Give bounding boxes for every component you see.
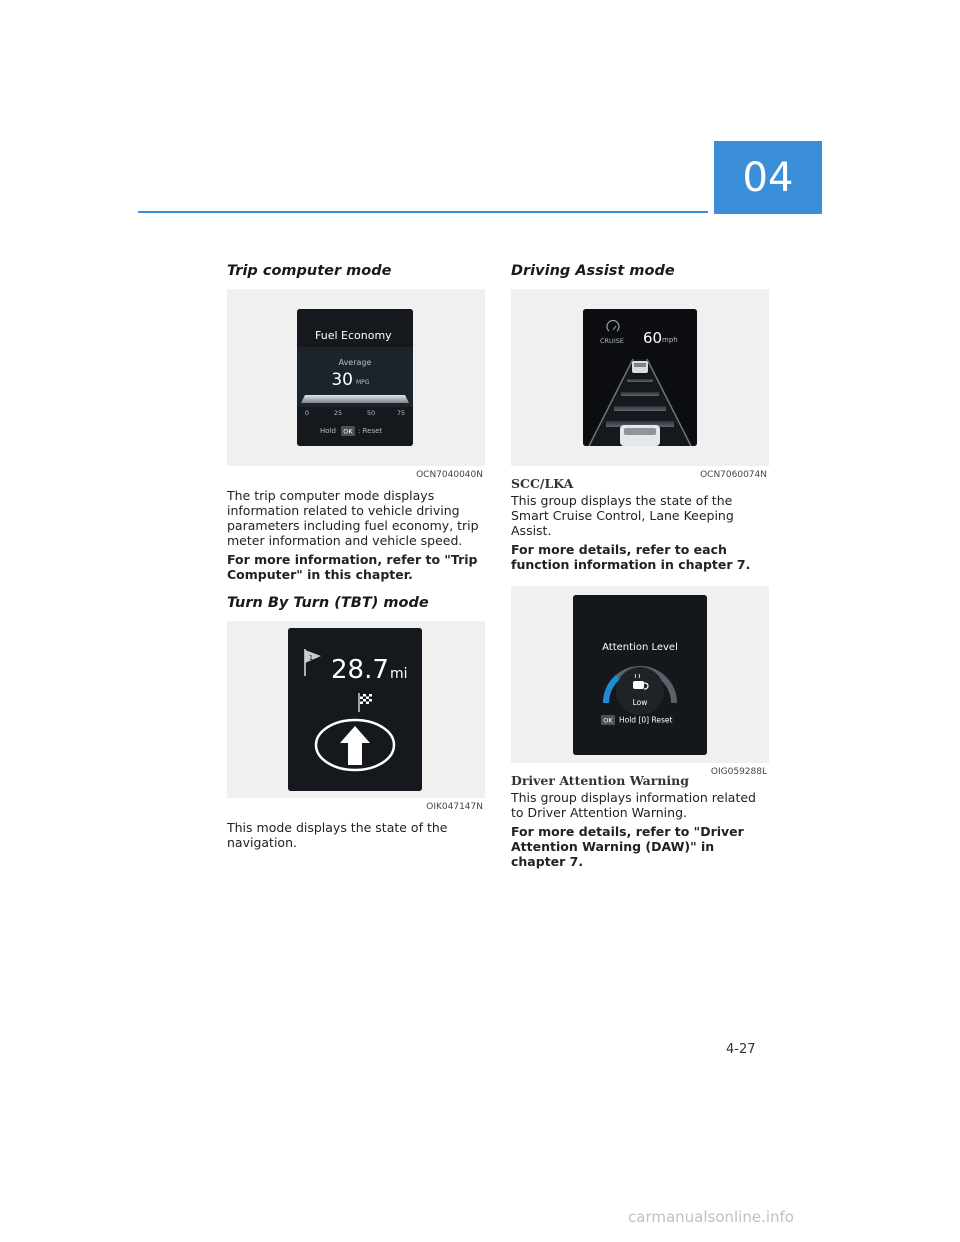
left-column: [227, 263, 485, 850]
driver-attention-paragraph: This group displays information related to Driver Attention Warning.: [511, 790, 756, 820]
attention-level-title: Attention Level: [602, 642, 678, 653]
figure-code: OCN7060074N: [700, 470, 767, 480]
flag-number: 1: [308, 654, 314, 662]
tbt-screen: [288, 628, 422, 791]
tbt-distance: 28.7: [331, 655, 389, 685]
fuel-economy-title: Fuel Economy: [315, 329, 392, 342]
reset-label: : Reset: [358, 427, 383, 435]
driver-attention-note: For more details, refer to "Driver Attention Warning (DAW)" in chapter 7.: [511, 824, 744, 869]
lead-vehicle-icon: [632, 361, 648, 373]
distance-bar: [621, 392, 659, 396]
scale-label-0: 0: [304, 409, 310, 417]
tbt-distance-unit: mi: [390, 666, 408, 682]
own-vehicle-icon: [620, 425, 660, 446]
fuel-economy-screen: [297, 309, 413, 446]
tbt-figure: [227, 621, 485, 812]
driving-assist-note: For more details, refer to each function information in chapter 7.: [511, 542, 751, 572]
attention-level-value: Low: [632, 698, 648, 707]
trip-computer-heading: Trip computer mode: [227, 263, 392, 279]
figure-code: OIK047147N: [426, 802, 483, 812]
fuel-economy-figure: [227, 289, 485, 480]
attention-level-screen: [573, 595, 707, 755]
watermark: carmanualsonline.info: [628, 1208, 794, 1226]
chapter-number: 04: [742, 154, 794, 201]
right-column: [511, 263, 769, 869]
figure-code: OIG059288L: [710, 767, 767, 777]
tbt-paragraph: This mode displays the state of the navigation.: [227, 820, 448, 850]
set-speed-unit: mph: [662, 336, 678, 344]
ok-label: OK: [603, 716, 613, 725]
driving-assist-figure: [511, 289, 769, 480]
scale-label-25: 25: [333, 409, 343, 417]
cruise-label: CRUISE: [600, 337, 624, 345]
fuel-economy-bar: [301, 395, 409, 403]
driving-assist-heading: Driving Assist mode: [511, 263, 675, 279]
ok-label: OK: [343, 427, 353, 436]
distance-bar: [614, 406, 666, 411]
scc-lka-subhead: SCC/LKA: [511, 476, 574, 491]
trip-computer-paragraph: The trip computer mode displays information related to vehicle driving parameters including fuel economy, trip meter information and vehicle speed.: [227, 488, 479, 548]
hold-reset-label: Hold [0] Reset: [619, 715, 673, 725]
fuel-economy-value: 30: [331, 370, 353, 390]
header-rule: [138, 211, 708, 213]
scale-label-75: 75: [396, 409, 406, 417]
set-speed: 60: [643, 329, 663, 347]
page-number: 4-27: [726, 1042, 756, 1057]
figure-code: OCN7040040N: [416, 470, 483, 480]
chapter-tab: [714, 141, 822, 214]
attention-level-figure: [511, 586, 769, 777]
driver-attention-subhead: Driver Attention Warning: [511, 773, 689, 788]
average-label: Average: [338, 358, 372, 367]
scale-label-50: 50: [366, 409, 376, 417]
driving-assist-screen: [583, 309, 697, 446]
fuel-economy-unit: MPG: [356, 379, 370, 386]
hold-label: Hold: [320, 427, 336, 435]
distance-bar: [627, 379, 653, 382]
tbt-heading: Turn By Turn (TBT) mode: [227, 595, 429, 611]
driving-assist-paragraph: This group displays the state of the Smart Cruise Control, Lane Keeping Assist.: [511, 493, 734, 538]
trip-computer-note: For more information, refer to "Trip Computer" in this chapter.: [227, 552, 478, 582]
